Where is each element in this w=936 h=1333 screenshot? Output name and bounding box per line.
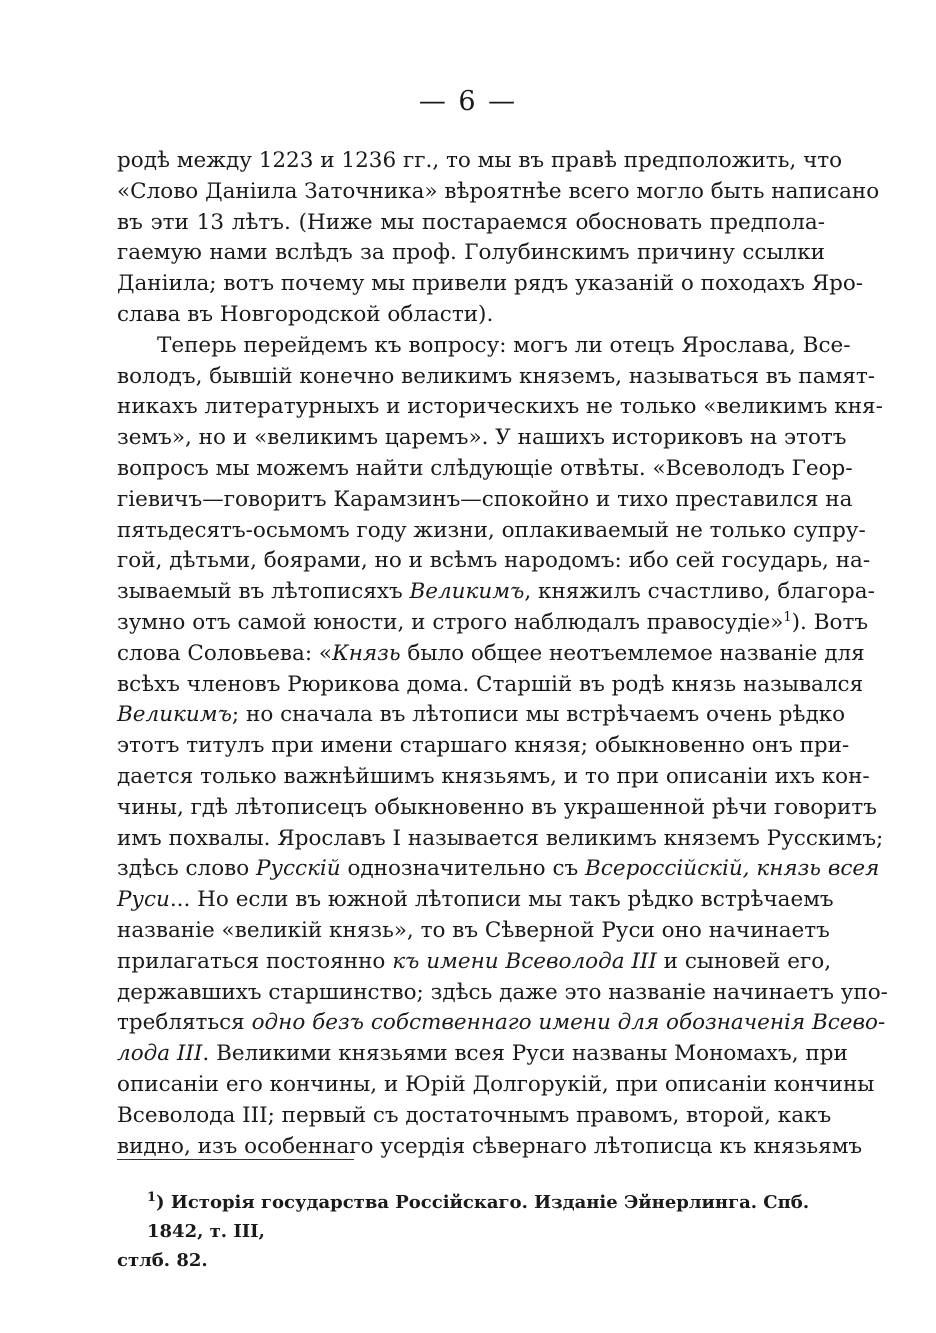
text-run: было общее неотъемлемое названіе для <box>400 640 865 666</box>
text-line: державшихъ старшинство; здѣсь даже это названіе начинаетъ упо- <box>117 979 888 1005</box>
text-line <box>117 854 880 885</box>
text-line <box>117 947 832 978</box>
text-line: пятьдесятъ-осьмомъ году жизни, оплакиваемый не только супру- <box>117 517 866 543</box>
text-line <box>117 577 875 608</box>
text-run: ... Но если въ южной лѣтописи мы такъ рѣдко встрѣчаемъ <box>169 887 834 913</box>
text-run: ). Вотъ <box>791 609 869 635</box>
text-line <box>117 700 846 731</box>
text-line: земъ», но и «великимъ царемъ». У нашихъ историковъ на этотъ <box>117 425 847 451</box>
page-number: — 6 — <box>418 86 518 117</box>
text-run: слова Соловьева: « <box>117 640 333 666</box>
text-line <box>117 1039 848 1070</box>
text-line: видно, изъ особеннаго усердія сѣвернаго лѣтописца къ князьямъ <box>117 1133 863 1159</box>
text-line: Теперь перейдемъ къ вопросу: могъ ли отецъ Ярослава, Все- <box>157 332 851 358</box>
text-run: требляться <box>117 1010 252 1036</box>
text-line: имъ похвалы. Ярославъ I называется великимъ княземъ Русскимъ; <box>117 825 884 851</box>
footnote-marker: 1 <box>147 1190 157 1205</box>
footnote-continuation: стлб. 82. <box>117 1250 208 1271</box>
text-run: , княжилъ счастливо, благора- <box>524 579 875 605</box>
text-line: чины, гдѣ лѣтописецъ обыкновенно въ украшенной рѣчи говоритъ <box>117 794 877 820</box>
text-line: названіе «великій князь», то въ Сѣверной Руси оно начинаетъ <box>117 917 830 943</box>
paragraph-2 <box>117 331 888 1163</box>
italic-run: Русскій <box>256 856 341 882</box>
text-line: описаніи его кончины, и Юрій Долгорукій, при описаніи кончины <box>117 1071 875 1097</box>
italic-run: Великимъ <box>117 702 232 728</box>
text-run: прилагаться постоянно <box>117 948 393 974</box>
text-line: слава въ Новгородской области). <box>117 301 494 327</box>
text-line: всѣхъ членовъ Рюрикова дома. Старшій въ родѣ князь назывался <box>117 671 864 697</box>
text-run: однозначительно съ <box>340 856 585 882</box>
text-run: . Великими князьями всея Руси названы Мономахъ, при <box>202 1041 848 1067</box>
text-line: дается только важнѣйшимъ князьямъ, и то при описаніи ихъ кон- <box>117 763 870 789</box>
text-line: вопросъ мы можемъ найти слѣдующіе отвѣты. «Всеволодъ Геор- <box>117 455 853 481</box>
footnote-text: ) Исторія государства Россійскаго. Изданіе Эйнерлинга. Спб. 1842, т. III, <box>147 1192 810 1242</box>
text-line <box>117 639 865 670</box>
text-line: «Слово Даніила Заточника» вѣроятнѣе всего могло быть написано <box>117 178 880 204</box>
text-line: гіевичъ—говоритъ Карамзинъ—спокойно и тихо преставился на <box>117 486 853 512</box>
text-run: здѣсь слово <box>117 856 257 882</box>
text-line: гаемую нами вслѣдъ за проф. Голубинскимъ причину ссылки <box>117 240 825 266</box>
text-run: зумно отъ самой юности, и строго наблюдалъ правосудіе» <box>117 609 784 635</box>
italic-run: лода III <box>117 1041 203 1067</box>
text-line: въ эти 13 лѣтъ. (Ниже мы постараемся обосновать предпола- <box>117 209 825 235</box>
text-line: Всеволода III; первый съ достаточнымъ правомъ, второй, какъ <box>117 1102 832 1128</box>
text-run: ; но сначала въ лѣтописи мы встрѣчаемъ очень рѣдко <box>231 702 846 728</box>
footnote-ref: 1 <box>783 609 792 625</box>
text-line: никахъ литературныхъ и историческихъ не только «великимъ кня- <box>117 394 883 420</box>
footnote <box>117 1188 825 1275</box>
text-run: зываемый въ лѣтописяхъ <box>117 579 410 605</box>
text-line: гой, дѣтьми, боярами, но и всѣмъ народомъ: ибо сей государь, на- <box>117 548 871 574</box>
text-line: Даніила; вотъ почему мы привели рядъ указаній о походахъ Яро- <box>117 271 864 297</box>
text-line: родѣ между 1223 и 1236 гг., то мы въ правѣ предположить, что <box>117 148 843 173</box>
footnote-line <box>117 1188 825 1246</box>
italic-run: Князь <box>332 640 401 666</box>
paragraph-1 <box>117 146 880 331</box>
italic-run: Великимъ <box>409 579 525 605</box>
text-line <box>117 1008 886 1039</box>
text-run: и сыновей его, <box>656 948 832 974</box>
italic-run: къ имени Всеволода III <box>392 948 657 974</box>
text-line: этотъ титулъ при имени старшаго князя; обыкновенно онъ при- <box>117 733 850 759</box>
body-text <box>117 146 888 1162</box>
text-line <box>117 608 869 639</box>
italic-run: Руси <box>117 887 170 913</box>
footnote-divider <box>117 1159 354 1160</box>
text-line: володъ, бывшій конечно великимъ княземъ, называться въ памят- <box>117 363 876 389</box>
text-line <box>117 885 834 916</box>
italic-run: Всероссійскій, князь всея <box>585 856 880 882</box>
italic-run: одно безъ собственнаго имени для обозначенія Всево- <box>251 1010 886 1036</box>
